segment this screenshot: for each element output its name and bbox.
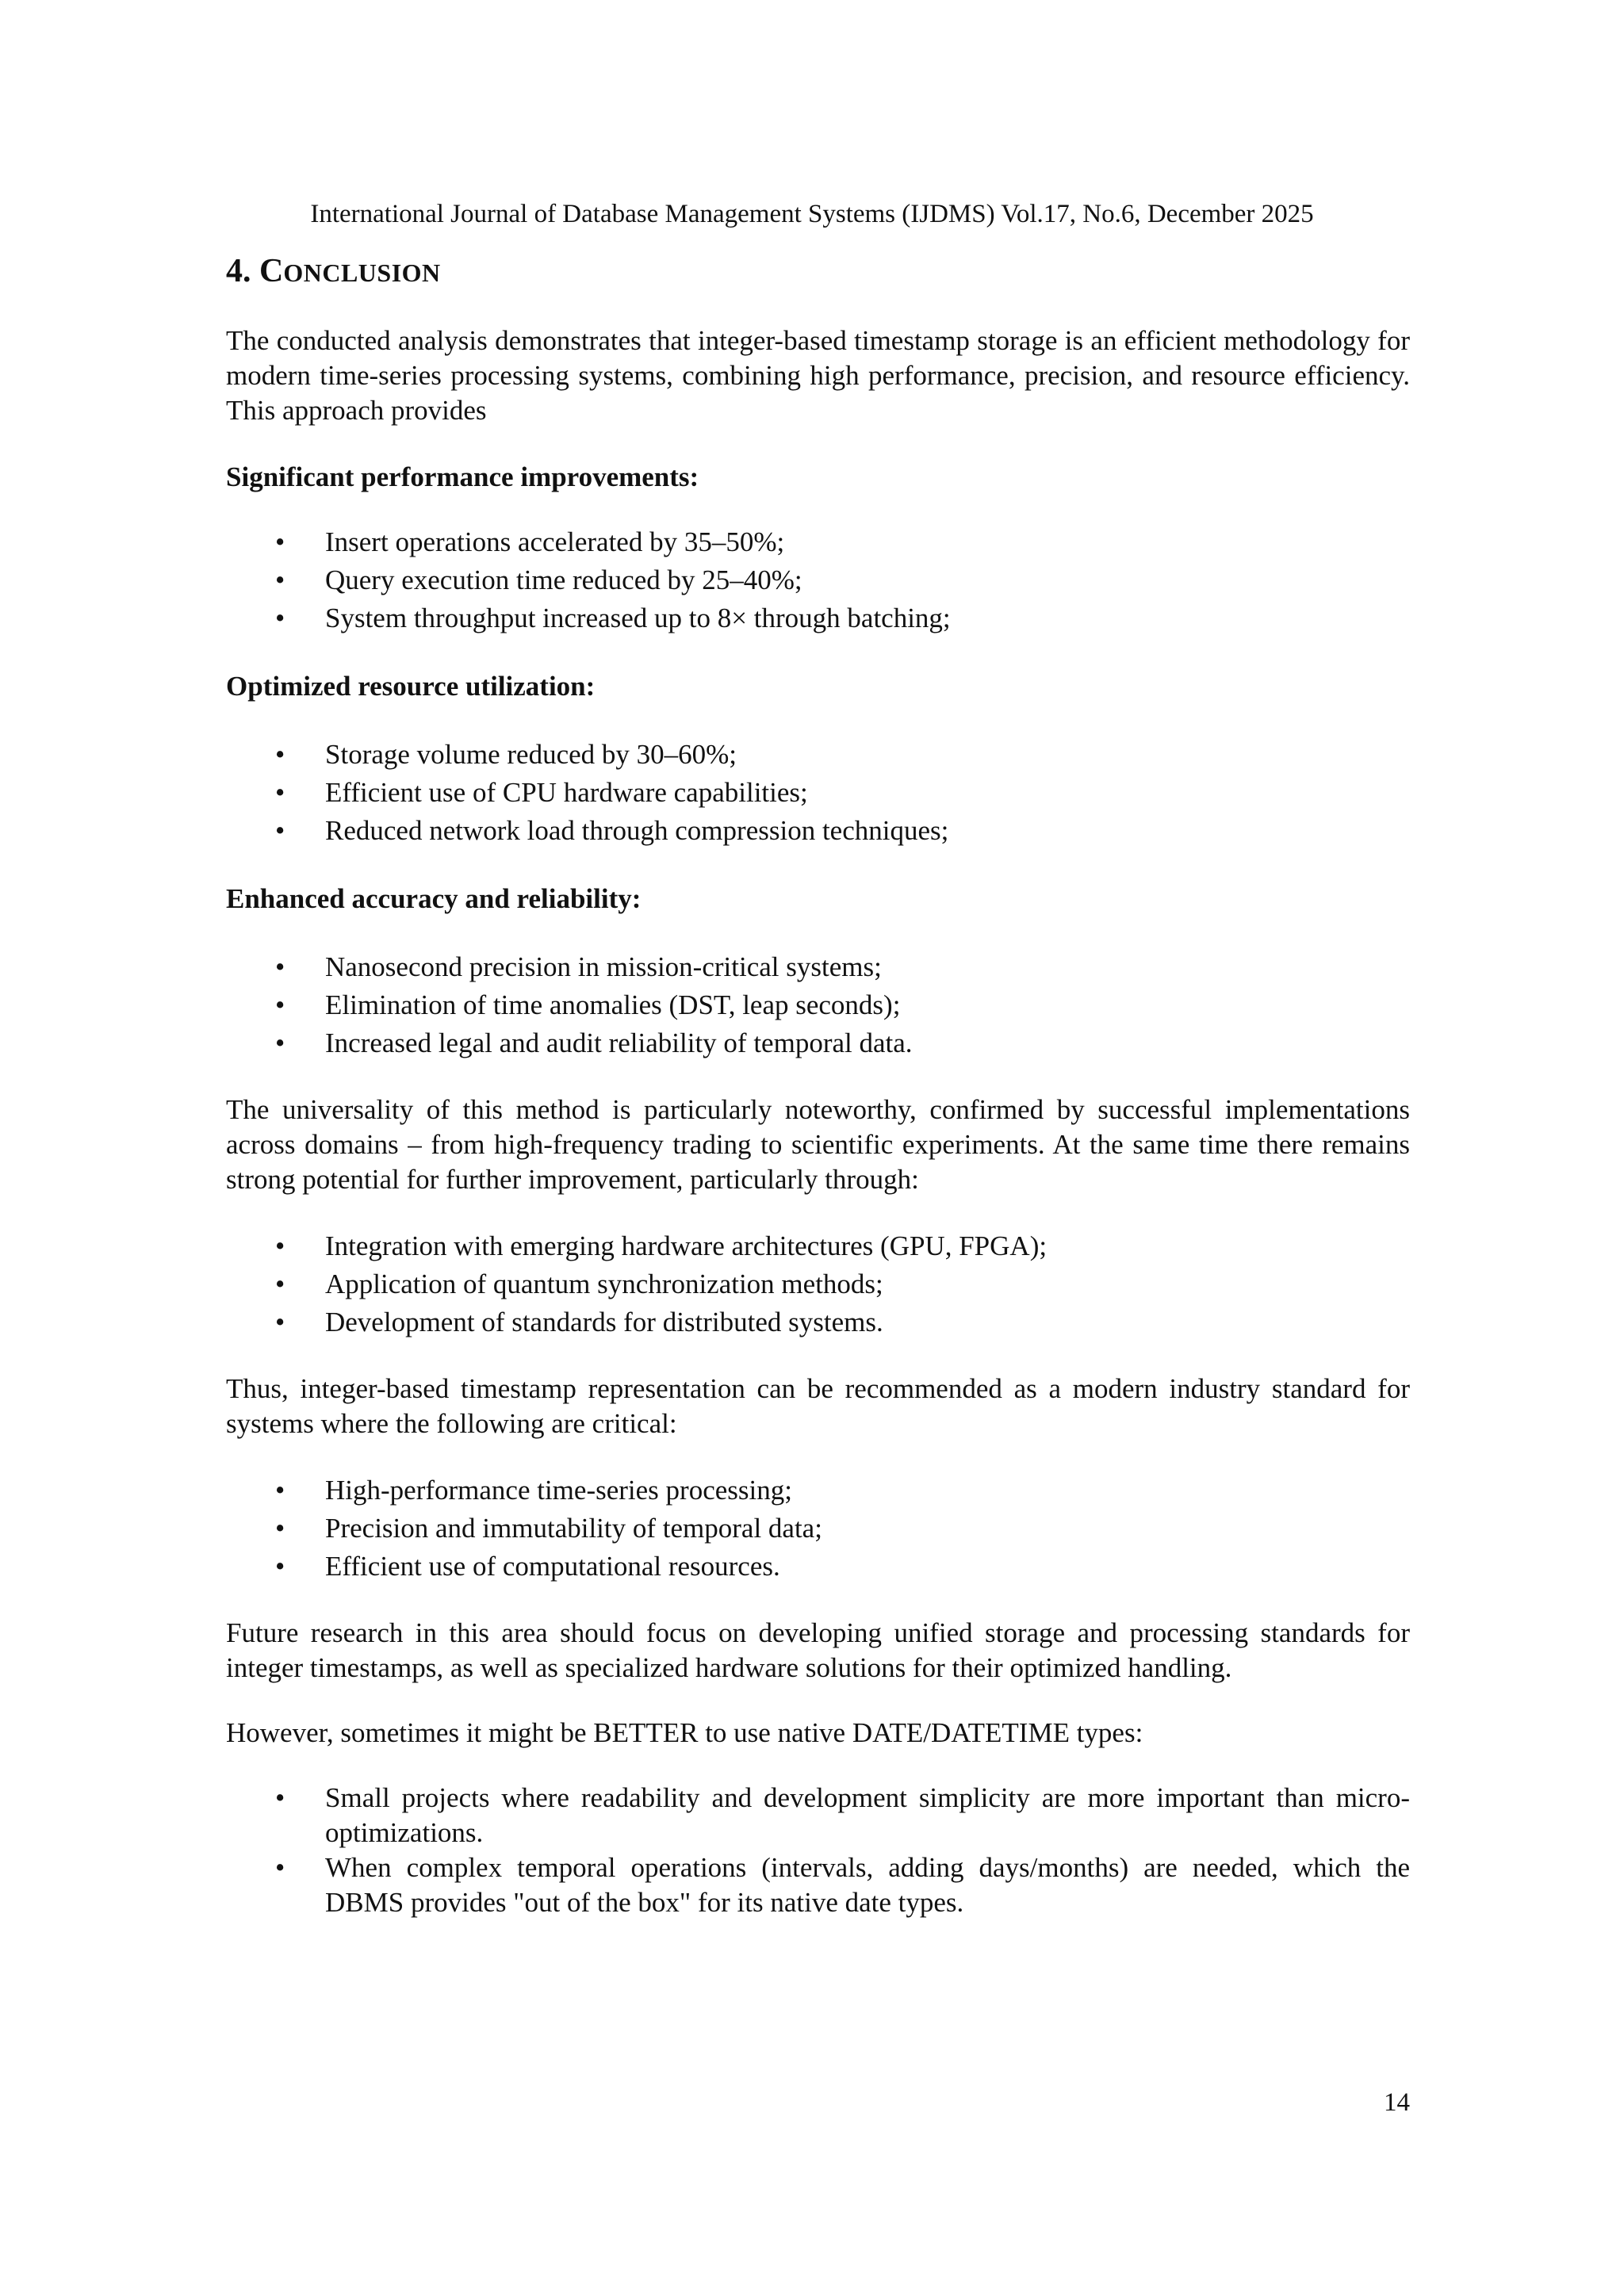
bullet-icon: • [275,603,285,633]
list-item: • Development of standards for distributed systems. [226,1303,1410,1341]
list-item: • Efficient use of computational resources. [226,1548,1410,1586]
list-item: • Reduced network load through compression techniques; [226,812,1410,850]
paragraph-future: Future research in this area should focus on developing unified storage and processing standards for integer timestamps, as well as specialized hardware solutions for their optimized handling. [226,1617,1410,1683]
bullet-icon: • [275,989,285,1020]
list-item: • Insert operations accelerated by 35–50%; [226,523,1410,561]
list-item: • Efficient use of CPU hardware capabilities; [226,774,1410,812]
list-performance [226,523,1410,637]
bullet-icon: • [275,1027,285,1058]
list-accuracy [226,948,1410,1062]
list-native [226,1781,1410,1920]
bullet-icon: • [275,739,285,770]
list-improvement [226,1227,1410,1341]
section-heading [226,247,1410,295]
list-item: • Small projects where readability and development simplicity are more important than micro-optimizations. [275,1782,1410,1848]
bullet-icon: • [275,1307,285,1337]
list-critical [226,1471,1410,1586]
page-number: 14 [1384,2088,1410,2117]
bullet-icon: • [275,1782,285,1813]
paragraph-intro: The conducted analysis demonstrates that integer-based timestamp storage is an efficient methodology for modern time-series processing systems, combining high performance, precision, and resource efficiency. This approach provides [226,325,1410,426]
bullet-icon: • [275,1513,285,1544]
list-item: • Query execution time reduced by 25–40%; [226,561,1410,599]
list-item: • Nanosecond precision in mission-critical systems; [226,948,1410,986]
bullet-icon: • [275,1475,285,1506]
bullet-icon: • [275,1230,285,1261]
list-item: • When complex temporal operations (intervals, adding days/months) are needed, which the DBMS provides "out of the box" for its native date types. [275,1852,1410,1918]
list-item: • System throughput increased up to 8× through batching; [226,599,1410,637]
list-item: • Elimination of time anomalies (DST, leap seconds); [226,986,1410,1024]
page-content [226,247,1410,1920]
list-item: • Application of quantum synchronization methods; [226,1265,1410,1303]
list-item: • High-performance time-series processing; [226,1471,1410,1510]
section-title-rest: ONCLUSION [283,258,441,287]
list-resources [226,736,1410,850]
bullet-icon: • [275,526,285,557]
bullet-icon: • [275,777,285,808]
section-number: 4. [226,253,251,289]
list-item: • Precision and immutability of temporal data; [226,1510,1410,1548]
list-item: • Integration with emerging hardware architectures (GPU, FPGA); [226,1227,1410,1265]
subheading-resources: Optimized resource utilization: [226,671,596,702]
list-item: • Increased legal and audit reliability of temporal data. [226,1024,1410,1062]
bullet-icon: • [275,564,285,595]
bullet-icon: • [275,951,285,982]
bullet-icon: • [275,1852,285,1883]
section-title-initial: C [259,253,284,289]
paragraph-universality: The universality of this method is particularly noteworthy, confirmed by successful implementations across domains – from high-frequency trading to scientific experiments. At the same time there remains strong potential for further improvement, particularly through: [226,1094,1410,1195]
bullet-icon: • [275,815,285,846]
subheading-performance: Significant performance improvements: [226,461,699,492]
paragraph-however: However, sometimes it might be BETTER to use native DATE/DATETIME types: [226,1717,1143,1748]
paragraph-thus: Thus, integer-based timestamp representation can be recommended as a modern industry standard for systems where the following are critical: [226,1373,1410,1439]
subheading-accuracy: Enhanced accuracy and reliability: [226,883,642,914]
running-header: International Journal of Database Management Systems (IJDMS) Vol.17, No.6, December 2025 [310,200,1314,228]
bullet-icon: • [275,1269,285,1299]
bullet-icon: • [275,1551,285,1582]
list-item: • Storage volume reduced by 30–60%; [226,736,1410,774]
